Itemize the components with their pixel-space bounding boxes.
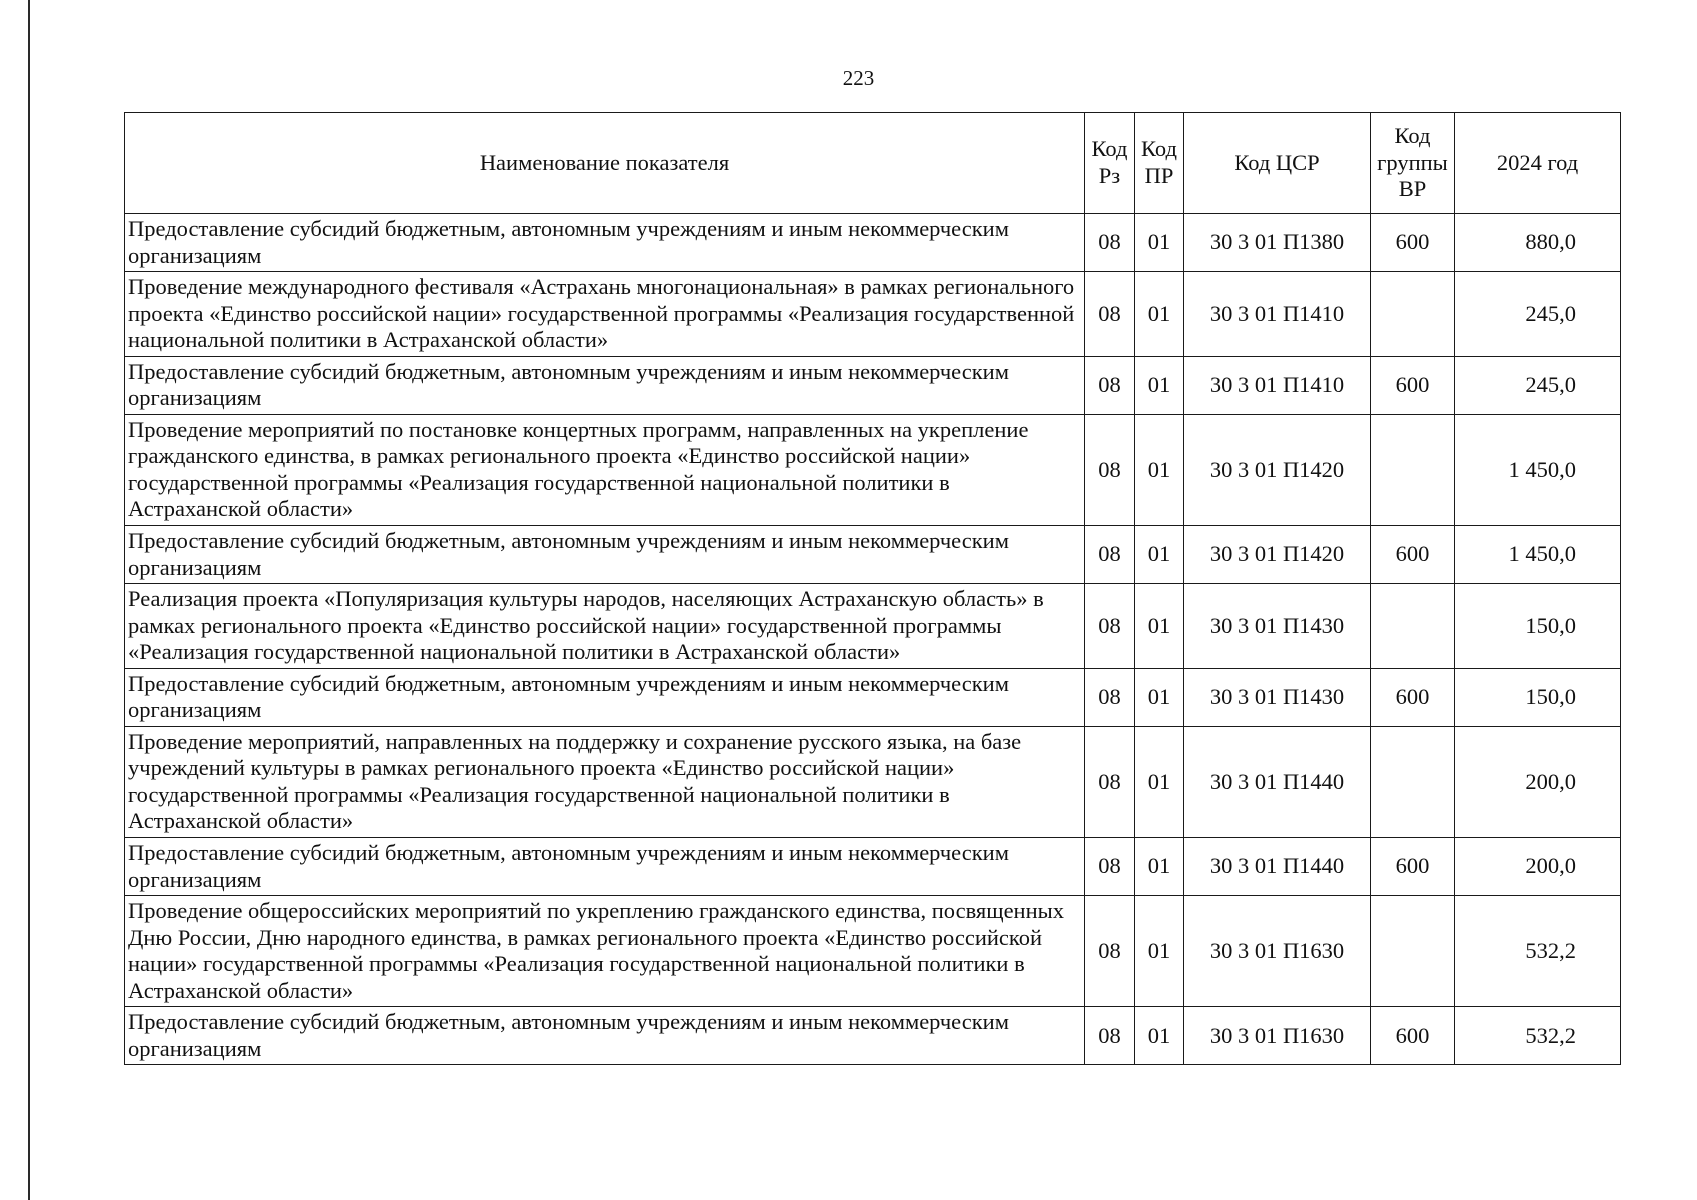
binding-margin-line <box>28 0 30 1200</box>
row-csr: 30 3 01 П1420 <box>1184 526 1371 584</box>
row-pr: 01 <box>1135 356 1184 414</box>
row-amount: 1 450,0 <box>1455 414 1621 525</box>
row-csr: 30 3 01 П1380 <box>1184 214 1371 272</box>
row-vr <box>1371 584 1455 669</box>
header-vr-line2: группы <box>1377 149 1448 175</box>
table-row <box>125 668 1621 726</box>
row-rz: 08 <box>1085 1007 1135 1065</box>
row-csr: 30 3 01 П1430 <box>1184 668 1371 726</box>
row-csr: 30 3 01 П1420 <box>1184 414 1371 525</box>
header-vr-line1: Код <box>1394 123 1431 149</box>
row-amount: 150,0 <box>1455 668 1621 726</box>
row-vr: 600 <box>1371 668 1455 726</box>
table-row <box>125 214 1621 272</box>
row-csr: 30 3 01 П1410 <box>1184 356 1371 414</box>
row-vr <box>1371 726 1455 837</box>
header-rz-line1: Код <box>1091 136 1128 162</box>
header-csr: Код ЦСР <box>1184 113 1371 214</box>
row-csr: 30 3 01 П1410 <box>1184 272 1371 357</box>
row-vr: 600 <box>1371 356 1455 414</box>
row-vr <box>1371 896 1455 1007</box>
row-csr: 30 3 01 П1440 <box>1184 838 1371 896</box>
row-rz: 08 <box>1085 214 1135 272</box>
row-pr: 01 <box>1135 726 1184 837</box>
row-pr: 01 <box>1135 1007 1184 1065</box>
header-name: Наименование показателя <box>125 113 1085 214</box>
row-amount: 245,0 <box>1455 356 1621 414</box>
header-row <box>125 113 1621 214</box>
row-vr: 600 <box>1371 214 1455 272</box>
header-rz-line2: Рз <box>1098 163 1121 188</box>
row-vr <box>1371 414 1455 525</box>
row-rz: 08 <box>1085 526 1135 584</box>
row-amount: 1 450,0 <box>1455 526 1621 584</box>
header-pr <box>1135 113 1184 214</box>
header-vr <box>1371 113 1455 214</box>
page-number: 223 <box>842 66 875 90</box>
row-csr: 30 3 01 П1630 <box>1184 1007 1371 1065</box>
row-csr: 30 3 01 П1430 <box>1184 584 1371 669</box>
row-name: Предоставление субсидий бюджетным, автономным учреждениям и иным некоммерческим организациям <box>125 526 1085 584</box>
row-csr: 30 3 01 П1630 <box>1184 896 1371 1007</box>
row-rz: 08 <box>1085 414 1135 525</box>
row-rz: 08 <box>1085 272 1135 357</box>
row-amount: 532,2 <box>1455 896 1621 1007</box>
table-row <box>125 1007 1621 1065</box>
row-name: Проведение международного фестиваля «Астрахань многонациональная» в рамках регионального проекта «Единство российской нации» государственной программы «Реализация государственной национальной политики в Астраханской области» <box>125 272 1085 357</box>
row-vr: 600 <box>1371 838 1455 896</box>
row-amount: 200,0 <box>1455 838 1621 896</box>
row-rz: 08 <box>1085 668 1135 726</box>
row-vr: 600 <box>1371 1007 1455 1065</box>
table-body <box>125 214 1621 1065</box>
row-amount: 880,0 <box>1455 214 1621 272</box>
row-pr: 01 <box>1135 838 1184 896</box>
header-pr-line2: ПР <box>1144 163 1174 188</box>
row-name: Проведение мероприятий, направленных на поддержку и сохранение русского языка, на базе учреждений культуры в рамках регионального проекта «Единство российской нации» государственной программы «Реализация государственной национальной политики в Астраханской области» <box>125 726 1085 837</box>
row-name: Проведение мероприятий по постановке концертных программ, направленных на укрепление гражданского единства, в рамках регионального проекта «Единство российской нации» государственной программы «Реализация государственной национальной политики в Астраханской области» <box>125 414 1085 525</box>
table-row <box>125 414 1621 525</box>
row-amount: 245,0 <box>1455 272 1621 357</box>
row-name: Предоставление субсидий бюджетным, автономным учреждениям и иным некоммерческим организациям <box>125 214 1085 272</box>
row-name: Предоставление субсидий бюджетным, автономным учреждениям и иным некоммерческим организациям <box>125 1007 1085 1065</box>
row-amount: 200,0 <box>1455 726 1621 837</box>
row-pr: 01 <box>1135 584 1184 669</box>
row-vr <box>1371 272 1455 357</box>
table-row <box>125 726 1621 837</box>
row-name: Реализация проекта «Популяризация культуры народов, населяющих Астраханскую область» в рамках регионального проекта «Единство российской нации» государственной программы «Реализация государственной национальной политики в Астраханской области» <box>125 584 1085 669</box>
row-name: Предоставление субсидий бюджетным, автономным учреждениям и иным некоммерческим организациям <box>125 838 1085 896</box>
header-rz <box>1085 113 1135 214</box>
row-name: Предоставление субсидий бюджетным, автономным учреждениям и иным некоммерческим организациям <box>125 356 1085 414</box>
row-pr: 01 <box>1135 668 1184 726</box>
row-rz: 08 <box>1085 896 1135 1007</box>
table-row <box>125 584 1621 669</box>
row-amount: 150,0 <box>1455 584 1621 669</box>
row-pr: 01 <box>1135 214 1184 272</box>
budget-table <box>124 112 1621 1065</box>
row-name: Проведение общероссийских мероприятий по укреплению гражданского единства, посвященных Дню России, Дню народного единства, в рамках регионального проекта «Единство российской нации» государственной программы «Реализация государственной национальной политики в Астраханской области» <box>125 896 1085 1007</box>
row-rz: 08 <box>1085 838 1135 896</box>
row-pr: 01 <box>1135 414 1184 525</box>
table-row <box>125 838 1621 896</box>
table-row <box>125 526 1621 584</box>
row-rz: 08 <box>1085 726 1135 837</box>
row-pr: 01 <box>1135 526 1184 584</box>
row-pr: 01 <box>1135 272 1184 357</box>
row-csr: 30 3 01 П1440 <box>1184 726 1371 837</box>
table-header <box>125 113 1621 214</box>
header-year: 2024 год <box>1455 113 1621 214</box>
row-rz: 08 <box>1085 356 1135 414</box>
row-name: Предоставление субсидий бюджетным, автономным учреждениям и иным некоммерческим организациям <box>125 668 1085 726</box>
table-row <box>125 896 1621 1007</box>
header-pr-line1: Код <box>1141 136 1177 162</box>
table-row <box>125 272 1621 357</box>
row-rz: 08 <box>1085 584 1135 669</box>
budget-table-container <box>124 112 1620 1065</box>
header-vr-line3: ВР <box>1398 176 1427 202</box>
row-pr: 01 <box>1135 896 1184 1007</box>
row-vr: 600 <box>1371 526 1455 584</box>
row-amount: 532,2 <box>1455 1007 1621 1065</box>
table-row <box>125 356 1621 414</box>
